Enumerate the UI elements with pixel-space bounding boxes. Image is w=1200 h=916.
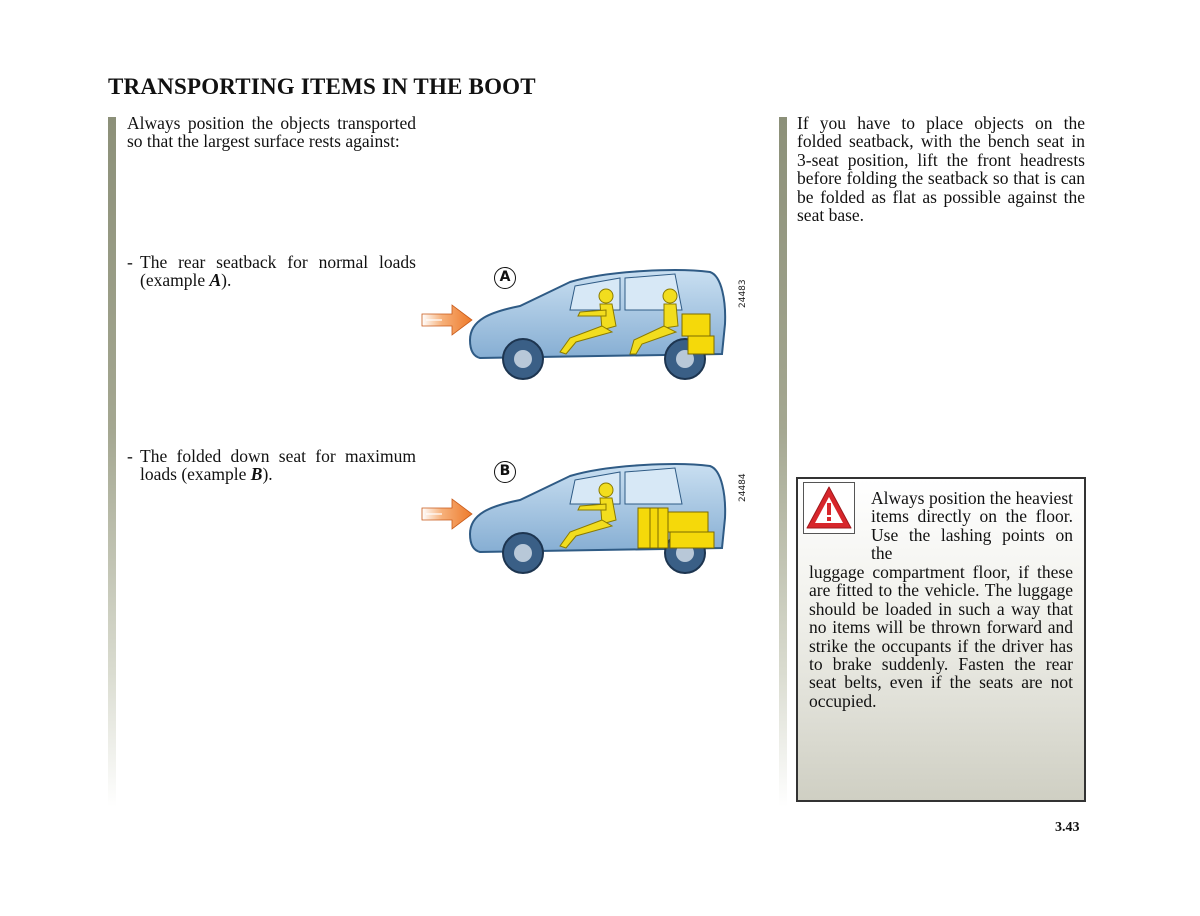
intro-paragraph: Always position the objects transported so that the largest surface rests against: [127, 113, 416, 152]
figure-b-code: 24484 [738, 473, 748, 502]
warning-text-bottom: luggage compartment floor, if these are fitted to the vehicle. The luggage should be loaded in such a way that no items will be thrown forward and strike the occupants if the driver has to brake suddenly. Fasten the rear seat belts, even if the seats are not occupied. [809, 562, 1073, 711]
warning-triangle-icon [803, 482, 855, 534]
figure-b-label: B [494, 461, 516, 483]
right-paragraph: If you have to place objects on the folded seatback, with the bench seat in 3-seat position, lift the front headrests before folding the seatback so that is can be folded as flat as possible against the seat base. [797, 113, 1085, 226]
page-number: 3.43 [1055, 820, 1080, 835]
list-item-a: - The rear seatback for normal loads (example A). [127, 252, 416, 291]
impact-arrow-icon [422, 305, 472, 335]
figure-a-car-illustration [420, 262, 750, 392]
right-margin-bar [779, 117, 787, 807]
list-dash: - [127, 252, 133, 272]
figure-a-label: A [494, 267, 516, 289]
page-title: TRANSPORTING ITEMS IN THE BOOT [108, 74, 536, 99]
left-margin-bar [108, 117, 116, 807]
figure-a-code: 24483 [738, 279, 748, 308]
figure-b-car-illustration [420, 456, 750, 586]
list-dash: - [127, 446, 133, 466]
warning-text-top: Always position the heaviest items directly on the floor. Use the lashing points on the [871, 488, 1073, 564]
example-a-label: A [209, 270, 222, 291]
list-item-b: - The folded down seat for maximum loads (example B). [127, 446, 416, 485]
impact-arrow-icon [422, 499, 472, 529]
example-b-label: B [250, 464, 263, 485]
